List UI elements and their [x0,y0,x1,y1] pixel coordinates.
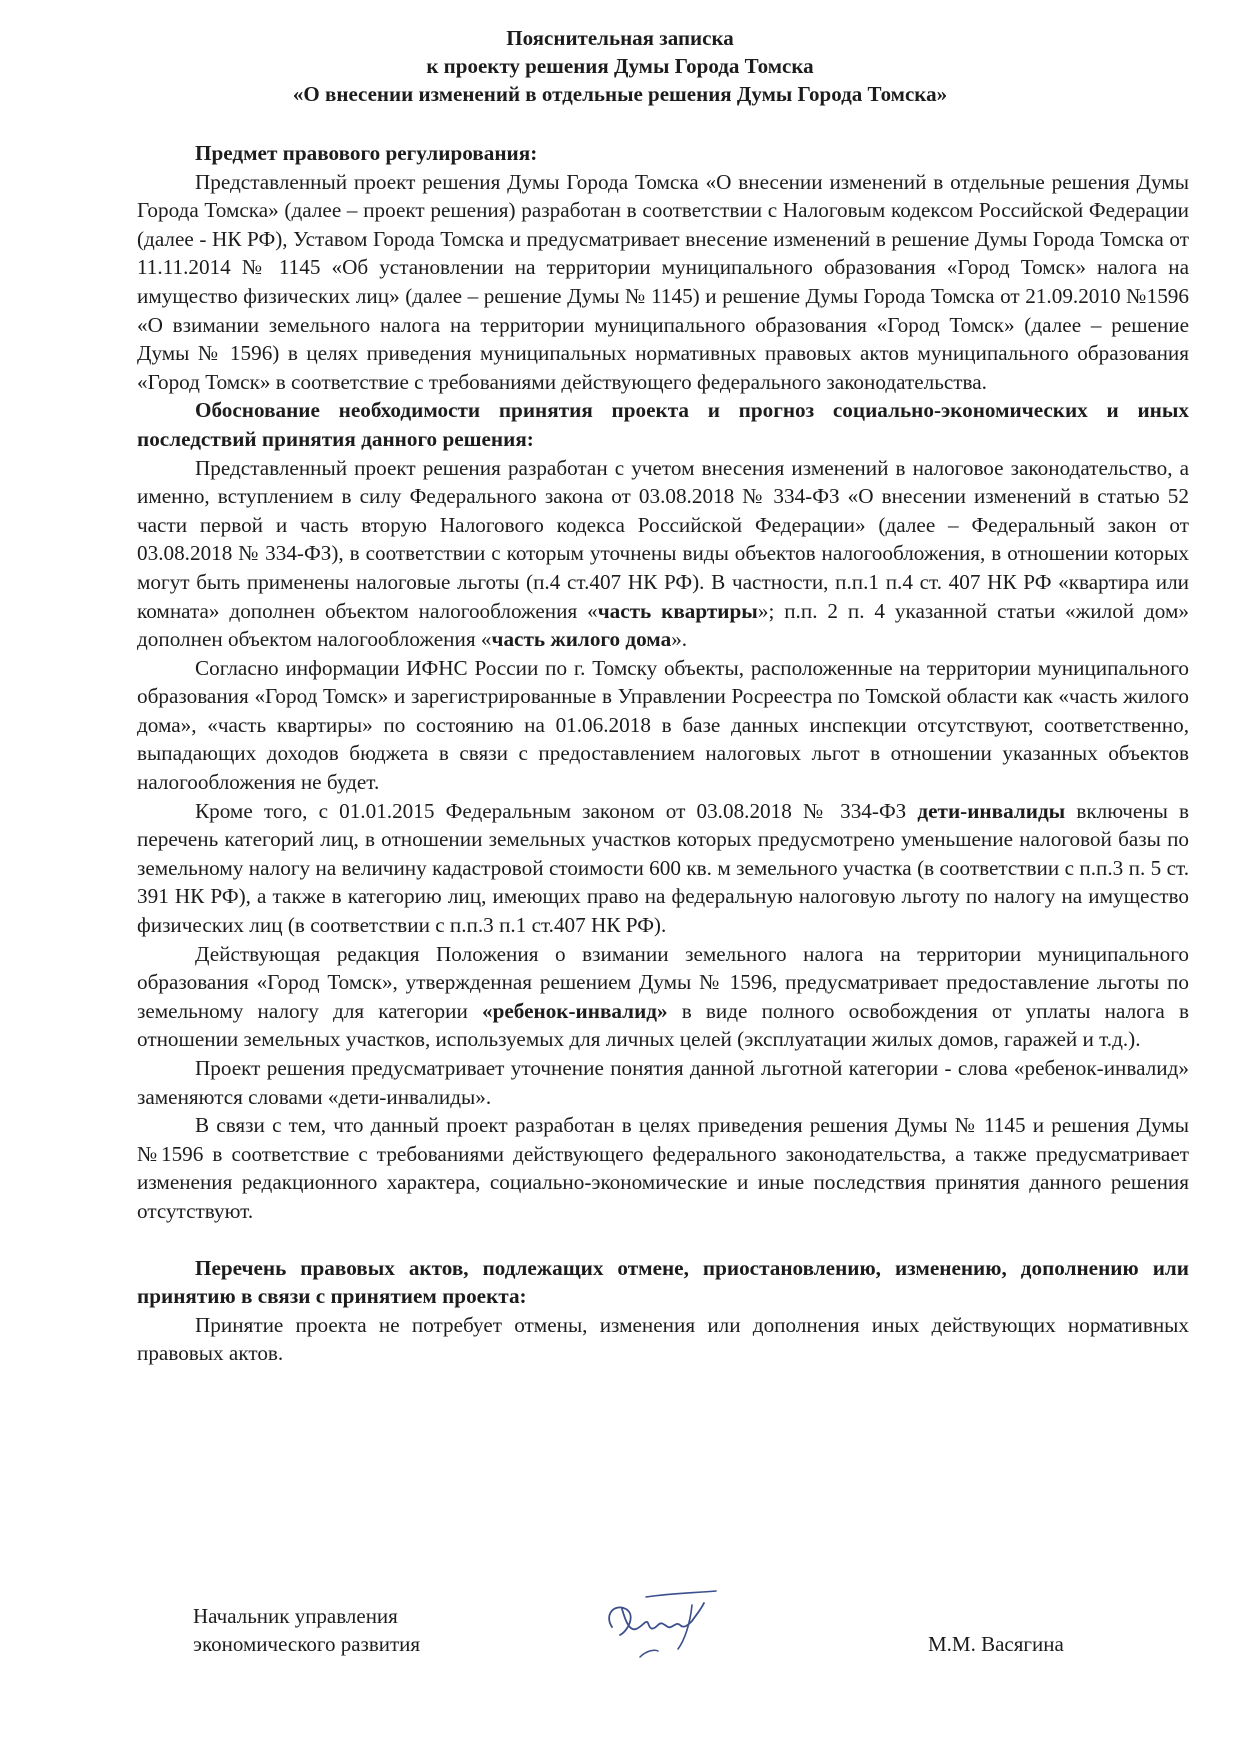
justification-paragraph-1 [137,454,1189,654]
signer-position-line-1: Начальник управления [193,1604,398,1628]
text-run: Представленный проект решения разработан с учетом внесения изменений в налоговое законодательство, а именно, вступлением в силу Федерального закона от 03.08.2018 № 334-ФЗ «О внесении изменений в статью 52 части первой и часть вторую Налогового кодекса Российской Федерации» (далее – Федеральный закон от 03.08.2018 № 334-ФЗ), в соответствии с которым уточнены виды объектов налогообложения, в отношении которых могут быть применены налоговые льготы (п.4 ст.407 НК РФ). В частности, п.п.1 п.4 ст. 407 НК РФ «квартира или комната» дополнен объектом налогообложения « [137,455,1189,623]
document-body [137,139,1189,1368]
document-title [0,24,1240,108]
acts-paragraph: Принятие проекта не потребует отмены, изменения или дополнения иных действующих нормативных правовых актов. [137,1312,1189,1366]
subject-paragraph: Представленный проект решения Думы Города Томска «О внесении изменений в отдельные решения Думы Города Томска» (далее – проект решения) разработан в соответствии с Налоговым кодексом Российской Федерации (далее - НК РФ), Уставом Города Томска и предусматривает внесение изменений в решение Думы Города Томска от 11.11.2014 № 1145 «Об установлении на территории муниципального образования «Город Томск» налога на имущество физических лиц» (далее – решение Думы № 1145) и решение Думы Города Томска от 21.09.2010 №1596 «О взимании земельного налога на территории муниципального образования «Город Томск» (далее – решение Думы № 1596) в целях приведения муниципальных нормативных правовых актов муниципального образования «Город Томск» в соответствие с требованиями действующего федерального законодательства. [137,169,1189,394]
subject-heading: Предмет правового регулирования: [195,141,538,165]
title-line-3: «О внесении изменений в отдельные решения Думы Города Томска» [292,82,948,106]
justification-heading: Обоснование необходимости принятия проекта и прогноз социально-экономических и иных последствий принятия данного решения: [137,398,1189,451]
justification-paragraph-3 [137,797,1189,940]
text-run: ». [671,627,688,652]
title-line-1: Пояснительная записка [506,26,734,50]
section-spacer [137,1226,1189,1254]
justification-paragraph-6: В связи с тем, что данный проект разработан в целях приведения решения Думы № 1145 и решения Думы №1596 в соответствие с требованиями действующего федерального законодательства, а также предусматривает изменения редакционного характера, социально-экономические и иные последствия принятия данного решения отсутствуют. [137,1113,1189,1223]
justification-paragraph-2: Согласно информации ИФНС России по г. Томску объекты, расположенные на территории муниципального образования «Город Томск» и зарегистрированные в Управлении Росреестра по Томской области как «часть жилого дома», «часть квартиры» по состоянию на 01.06.2018 в базе данных инспекции отсутствуют, соответственно, выпадающих доходов бюджета в связи с предоставлением налоговых льгот в отношении указанных объектов налогообложения не будет. [137,655,1189,795]
handwritten-signature [592,1585,732,1675]
text-run: в виде полного освобождения от уплаты налога в отношении земельных участков, используемых для личных целей (эксплуатации жилых домов, гаражей и т.д.). [137,998,1189,1052]
signer-name: М.М. Васягина [928,1632,1064,1656]
text-run: Кроме того, с 01.01.2015 Федеральным законом от 03.08.2018 № 334-ФЗ [195,798,918,823]
signer-position [193,1602,420,1658]
justification-paragraph-4 [137,940,1189,1054]
text-run: включены в перечень категорий лиц, в отношении земельных участков которых предусмотрено уменьшение налоговой базы по земельному налогу на величину кадастровой стоимости 600 кв. м земельного участка (в соответствии с п.п.3 п. 5 ст. 391 НК РФ), а также в категорию лиц, имеющих право на федеральную налоговую льготу по налогу на имущество физических лиц (в соответствии с п.п.3 п.1 ст.407 НК РФ). [137,798,1189,938]
text-run: Действующая редакция Положения о взимании земельного налога на территории муниципального образования «Город Томск», утвержденная решением Думы № 1596, предусматривает предоставление льготы по земельному налогу для категории [137,941,1189,1023]
text-run: »; п.п. 2 п. 4 указанной статьи «жилой дом» дополнен объектом налогообложения « [137,598,1190,652]
justification-paragraph-5: Проект решения предусматривает уточнение понятия данной льготной категории - слова «ребенок-инвалид» заменяются словами «дети-инвалиды». [137,1056,1189,1109]
bold-term-house-part: часть жилого дома [491,627,672,652]
bold-term-apartment-part: часть квартиры [597,598,758,623]
signer-position-line-2: экономического развития [193,1632,421,1656]
bold-term-disabled-children: дети-инвалиды [917,798,1066,823]
title-line-2: к проекту решения Думы Города Томска [426,54,814,78]
bold-term-disabled-child: «ребенок-инвалид» [481,998,668,1023]
acts-heading: Перечень правовых актов, подлежащих отмене, приостановлению, изменению, дополнению или принятию в связи с принятием проекта: [137,1255,1189,1309]
